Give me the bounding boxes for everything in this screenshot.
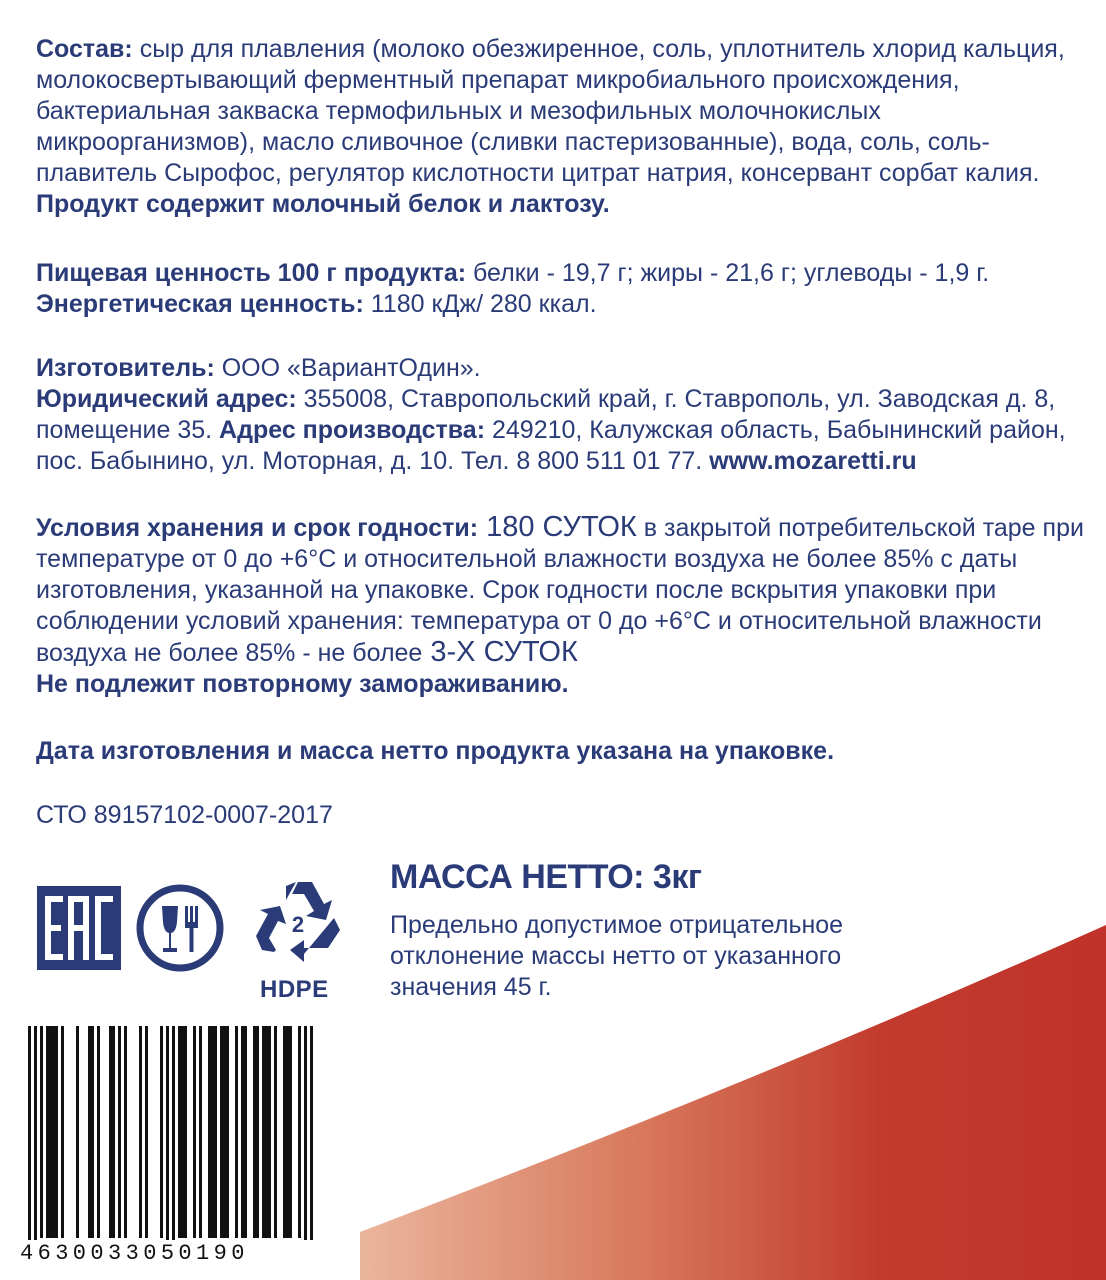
barcode-bar <box>184 1026 187 1238</box>
manufacturer-label: Изготовитель: <box>36 354 215 382</box>
storage-section <box>36 512 1096 700</box>
barcode-bar <box>199 1026 202 1238</box>
barcode-bar <box>286 1026 289 1238</box>
barcode-bar <box>262 1026 265 1238</box>
barcode-bar <box>220 1026 223 1238</box>
barcode-bar <box>52 1026 55 1238</box>
energy-value: 1180 кДж/ 280 ккал. <box>363 290 597 318</box>
barcode-bar <box>226 1026 229 1238</box>
barcode-bar <box>274 1026 277 1238</box>
barcode-bar <box>289 1026 292 1238</box>
barcode-bar <box>193 1026 196 1238</box>
barcode-bar <box>49 1026 52 1238</box>
barcode-bar <box>124 1026 127 1238</box>
website-link[interactable]: www.mozaretti.ru <box>709 447 917 475</box>
barcode-bar <box>214 1026 217 1238</box>
barcode <box>18 1024 322 1272</box>
barcode-bar <box>112 1026 115 1238</box>
shelf-life: 180 СУТОК <box>478 511 637 543</box>
barcode-bar <box>34 1026 37 1266</box>
barcode-bar <box>172 1026 175 1266</box>
composition-label: Состав: <box>36 35 133 63</box>
composition-section <box>36 34 1096 220</box>
production-address: 249210, Калужская область, Бабынинский район, пос. Бабынино, ул. Моторная, д. 10. Тел. 8 800 511 01 77. <box>36 416 1066 475</box>
barcode-bar <box>166 1026 169 1266</box>
barcode-bar <box>160 1026 163 1238</box>
barcode-bar <box>268 1026 271 1238</box>
food-contact-icon <box>134 882 226 974</box>
legal-address: 355008, Ставропольский край, г. Ставрополь, ул. Заводская д. 8, помещение 35. <box>36 385 1056 444</box>
barcode-bar <box>46 1026 49 1238</box>
recycle-icon <box>252 878 344 964</box>
nutrition-section <box>36 258 1096 320</box>
barcode-bar <box>91 1026 94 1238</box>
barcode-bar <box>55 1026 58 1238</box>
legal-address-label: Юридический адрес: <box>36 385 297 413</box>
barcode-bar <box>298 1026 301 1238</box>
barcode-bar <box>304 1026 307 1266</box>
manufacturer-section <box>36 353 1096 477</box>
barcode-bar <box>208 1026 211 1238</box>
barcode-bar <box>118 1026 121 1238</box>
barcode-bar <box>181 1026 184 1238</box>
barcode-bar <box>241 1026 244 1238</box>
barcode-bar <box>40 1026 43 1238</box>
barcode-bar <box>235 1026 238 1238</box>
eac-mark-icon <box>37 886 121 970</box>
net-weight-title: МАССА НЕТТО: 3кг <box>390 858 702 896</box>
nutrition-label: Пищевая ценность 100 г продукта: <box>36 259 467 287</box>
barcode-bar <box>283 1026 286 1238</box>
manufacturer-name: ООО «ВариантОдин». <box>214 354 481 382</box>
barcode-digits: 4630033050190 <box>18 1240 324 1268</box>
barcode-bar <box>223 1026 226 1238</box>
barcode-bar <box>265 1026 268 1238</box>
barcode-bar <box>244 1026 247 1238</box>
barcode-bar <box>28 1026 31 1266</box>
barcode-bar <box>88 1026 91 1238</box>
storage-text: в закрытой потребительской таре при температуре от 0 до +6°С и относительной влажности воздуха не более 85% с даты изготовления, указанной на упаковке. Срок годности после вскрытия упаковки при соблюдении условий хранения: температура от 0 до +6°С и относительной влажности воздуха не более 85% - не более <box>36 514 1084 667</box>
storage-label: Условия хранения и срок годности: <box>36 514 479 542</box>
allergen-note: Продукт содержит молочный белок и лактозу. <box>36 190 610 218</box>
energy-label: Энергетическая ценность: <box>36 290 364 318</box>
after-opening-life: 3-Х СУТОК <box>422 636 578 668</box>
composition-text: сыр для плавления (молоко обезжиренное, соль, уплотнитель хлорид кальция, молокосвертывающий ферментный препарат микробиального происхождения, бактериальная закваска термофильных и мезофильных молочнокислых микроорганизмов), масло сливочное (сливки пастеризованные), вода, соль, соль-плавитель Сырофос, регулятор кислотности цитрат натрия, консервант сорбат калия. <box>36 35 1065 187</box>
production-address-label: Адрес производства: <box>219 416 486 444</box>
barcode-bar <box>139 1026 142 1238</box>
barcode-bar <box>145 1026 148 1238</box>
barcode-bar <box>253 1026 256 1238</box>
barcode-bar <box>178 1026 181 1238</box>
net-weight-tolerance: Предельно допустимое отрицательное отклонение массы нетто от указанного значения 45 г. <box>390 911 844 1001</box>
refreeze-note: Не подлежит повторному замораживанию. <box>36 670 569 698</box>
hdpe-label: HDPE <box>260 976 329 1003</box>
standard-code: СТО 89157102-0007-2017 <box>36 801 333 829</box>
date-note: Дата изготовления и масса нетто продукта указана на упаковке. <box>36 737 835 765</box>
barcode-bar <box>211 1026 214 1238</box>
barcode-bar <box>61 1026 64 1238</box>
barcode-bars <box>18 1024 322 1272</box>
barcode-bar <box>76 1026 79 1238</box>
barcode-bar <box>109 1026 112 1238</box>
barcode-bar <box>97 1026 100 1238</box>
recycle-number: 2 <box>291 912 305 937</box>
nutrition-values: белки - 19,7 г; жиры - 21,6 г; углеводы - 1,9 г. <box>466 259 990 287</box>
barcode-bar <box>256 1026 259 1238</box>
barcode-bar <box>310 1026 313 1266</box>
